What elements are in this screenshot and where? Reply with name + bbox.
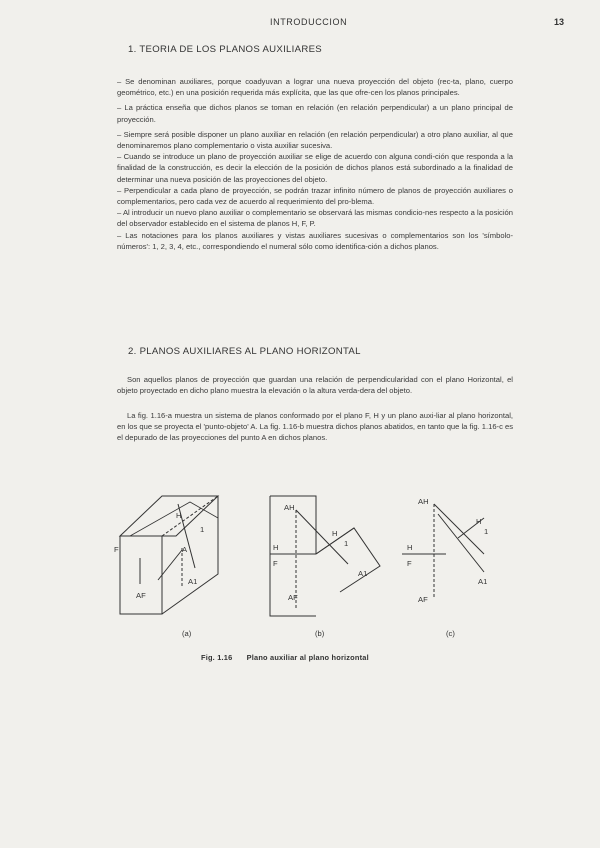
panel-c	[402, 504, 484, 598]
label-b-H-aux: H	[332, 529, 338, 538]
label-b-AH: AH	[284, 503, 295, 512]
figure-caption	[201, 653, 369, 662]
figure-drawing	[100, 488, 500, 648]
bullet-2: – La práctica enseña que dichos planos se toman en relación (en relación perpendicular) a un plano principal de proyección.	[117, 103, 513, 124]
bullet-1: – Se denominan auxiliares, porque coadyuvan a lograr una nueva proyección del objeto (rec-ta, plano, cuerpo geométrico, etc.) en una posición requerida más explícita, que las que ofre-cen los planos principales.	[117, 77, 513, 98]
figure-caption-number: Fig. 1.16	[201, 653, 233, 662]
figure-caption-text: Plano auxiliar al plano horizontal	[246, 653, 369, 662]
label-c-A1: A1	[478, 577, 488, 586]
label-c-AH: AH	[418, 497, 429, 506]
label-b-1: 1	[344, 539, 349, 548]
panel-b-caption: (b)	[315, 629, 325, 638]
section-2-paragraph-1: Son aquellos planos de proyección que guardan una relación de perpendicularidad con el plano Horizontal, el objeto proyectado en dicho plano muestra la elevación o la altura verda-dera del objeto.	[117, 375, 513, 396]
running-header: INTRODUCCION	[270, 17, 348, 27]
bullet-3-to-7: – Siempre será posible disponer un plano auxiliar en relación (en relación perpendicular) a otro plano auxiliar, al que denominaremos plano complementario o vista auxiliar sucesiva. – Cuando se introduce un plano de proyección auxiliar se elige de acuerdo con alguna condi-ción que responda a la finalidad de la construcción, es decir la elección de la posición de dichos planos está subordinado a la finalidad de determinar una nueva posición de las proyecciones del objeto. – Perpendicular a cada plano de proyección, se podrán trazar infinito número de planos de proyección auxiliares o complementarios, pero cada vez de acuerdo al requerimiento del pro-blema. – Al introducir un nuevo plano auxiliar o complementario se observará las mismas condicio-nes respecto a la posición del observador establecido en el sistema de planos H, F, P. – Las notaciones para los planos auxiliares y vistas auxiliares sucesivas o complementarios son los 'símbolo-números': 1, 2, 3, 4, etc., correspondiendo el numeral sólo como identifica-ción a dichos planos.	[117, 129, 513, 251]
label-c-H: H	[407, 543, 413, 552]
label-a-1: 1	[200, 525, 205, 534]
label-c-1: 1	[484, 527, 489, 536]
label-b-F: F	[273, 559, 278, 568]
panel-a	[120, 496, 218, 614]
panel-c-caption: (c)	[446, 629, 455, 638]
section-2-heading: 2. PLANOS AUXILIARES AL PLANO HORIZONTAL	[128, 346, 361, 357]
label-b-H: H	[273, 543, 279, 552]
label-a-A1: A1	[188, 577, 198, 586]
label-b-AF: AF	[288, 593, 298, 602]
label-c-H-aux: H	[476, 517, 482, 526]
figure-1-16	[100, 488, 500, 648]
label-a-AF: AF	[136, 591, 146, 600]
section-1-heading: 1. TEORIA DE LOS PLANOS AUXILIARES	[128, 44, 322, 55]
panel-b	[270, 496, 380, 616]
page-number: 13	[554, 17, 565, 27]
label-a-F: F	[114, 545, 119, 554]
panel-a-caption: (a)	[182, 629, 192, 638]
section-1-bullets	[117, 76, 513, 256]
label-a-H: H	[176, 511, 182, 520]
label-b-A1: A1	[358, 569, 368, 578]
section-2-paragraph-2: La fig. 1.16-a muestra un sistema de planos conformado por el plano F, H y un plano auxi-liar al plano horizontal, en los que se proyecta el 'punto-objeto' A. La fig. 1.16-b muestra dichos planos abatidos, en tanto que la fig. 1.16-c es el depurado de las proyecciones del punto A en dichos planos.	[117, 411, 513, 443]
label-a-A: A	[182, 545, 188, 554]
label-c-F: F	[407, 559, 412, 568]
label-c-AF: AF	[418, 595, 428, 604]
